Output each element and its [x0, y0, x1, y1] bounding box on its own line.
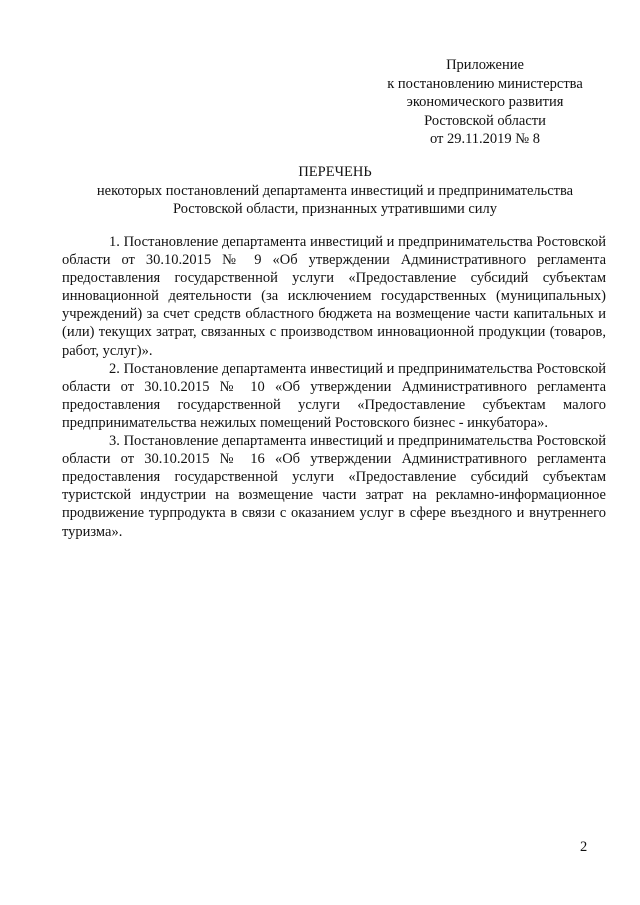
- document-title: [60, 163, 610, 219]
- appendix-header: [370, 56, 600, 149]
- title-subtitle-line-2: Ростовской области, признанных утратившими силу: [172, 201, 498, 217]
- title-subtitle-line-1: некоторых постановлений департамента инвестиций и предпринимательства: [96, 182, 574, 199]
- title-main: ПЕРЕЧЕНЬ: [298, 164, 372, 180]
- list-item: 3. Постановление департамента инвестиций и предпринимательства Ростовской области от 30.10.2015 № 16 «Об утверждении Административного регламента предоставления государственной услуги «Предоставление субсидий субъектам туристской индустрии на возмещение части затрат на рекламно-информационное продвижение турпродукта в связи с оказанием услуг в сфере въездного и внутреннего туризма».: [62, 433, 606, 540]
- appendix-ministry-line: экономического развития: [406, 94, 564, 110]
- appendix-label: Приложение: [446, 57, 524, 73]
- resolution-list: [62, 233, 606, 541]
- list-item: 2. Постановление департамента инвестиций и предпринимательства Ростовской области от 30.10.2015 № 10 «Об утверждении Административного регламента предоставления государственной услуги «Предоставление субъектам малого предпринимательства нежилых помещений Ростовского бизнес - инкубатора».: [62, 360, 606, 431]
- page-number: 2: [580, 839, 588, 855]
- appendix-region-line: Ростовской области: [424, 112, 546, 129]
- appendix-date-number: от 29.11.2019 № 8: [429, 131, 541, 147]
- appendix-resolution-line: к постановлению министерства: [387, 75, 583, 92]
- list-item: 1. Постановление департамента инвестиций и предпринимательства Ростовской области от 30.10.2015 № 9 «Об утверждении Административного регламента предоставления государственной услуги «Предоставление субсидий субъектам инновационной деятельности (за исключением государственных (муниципальных) учреждений) за счет средств областного бюджета на возмещение части капитальных и (или) текущих затрат, связанных с производством инновационной продукции (товаров, работ, услуг)».: [62, 234, 606, 359]
